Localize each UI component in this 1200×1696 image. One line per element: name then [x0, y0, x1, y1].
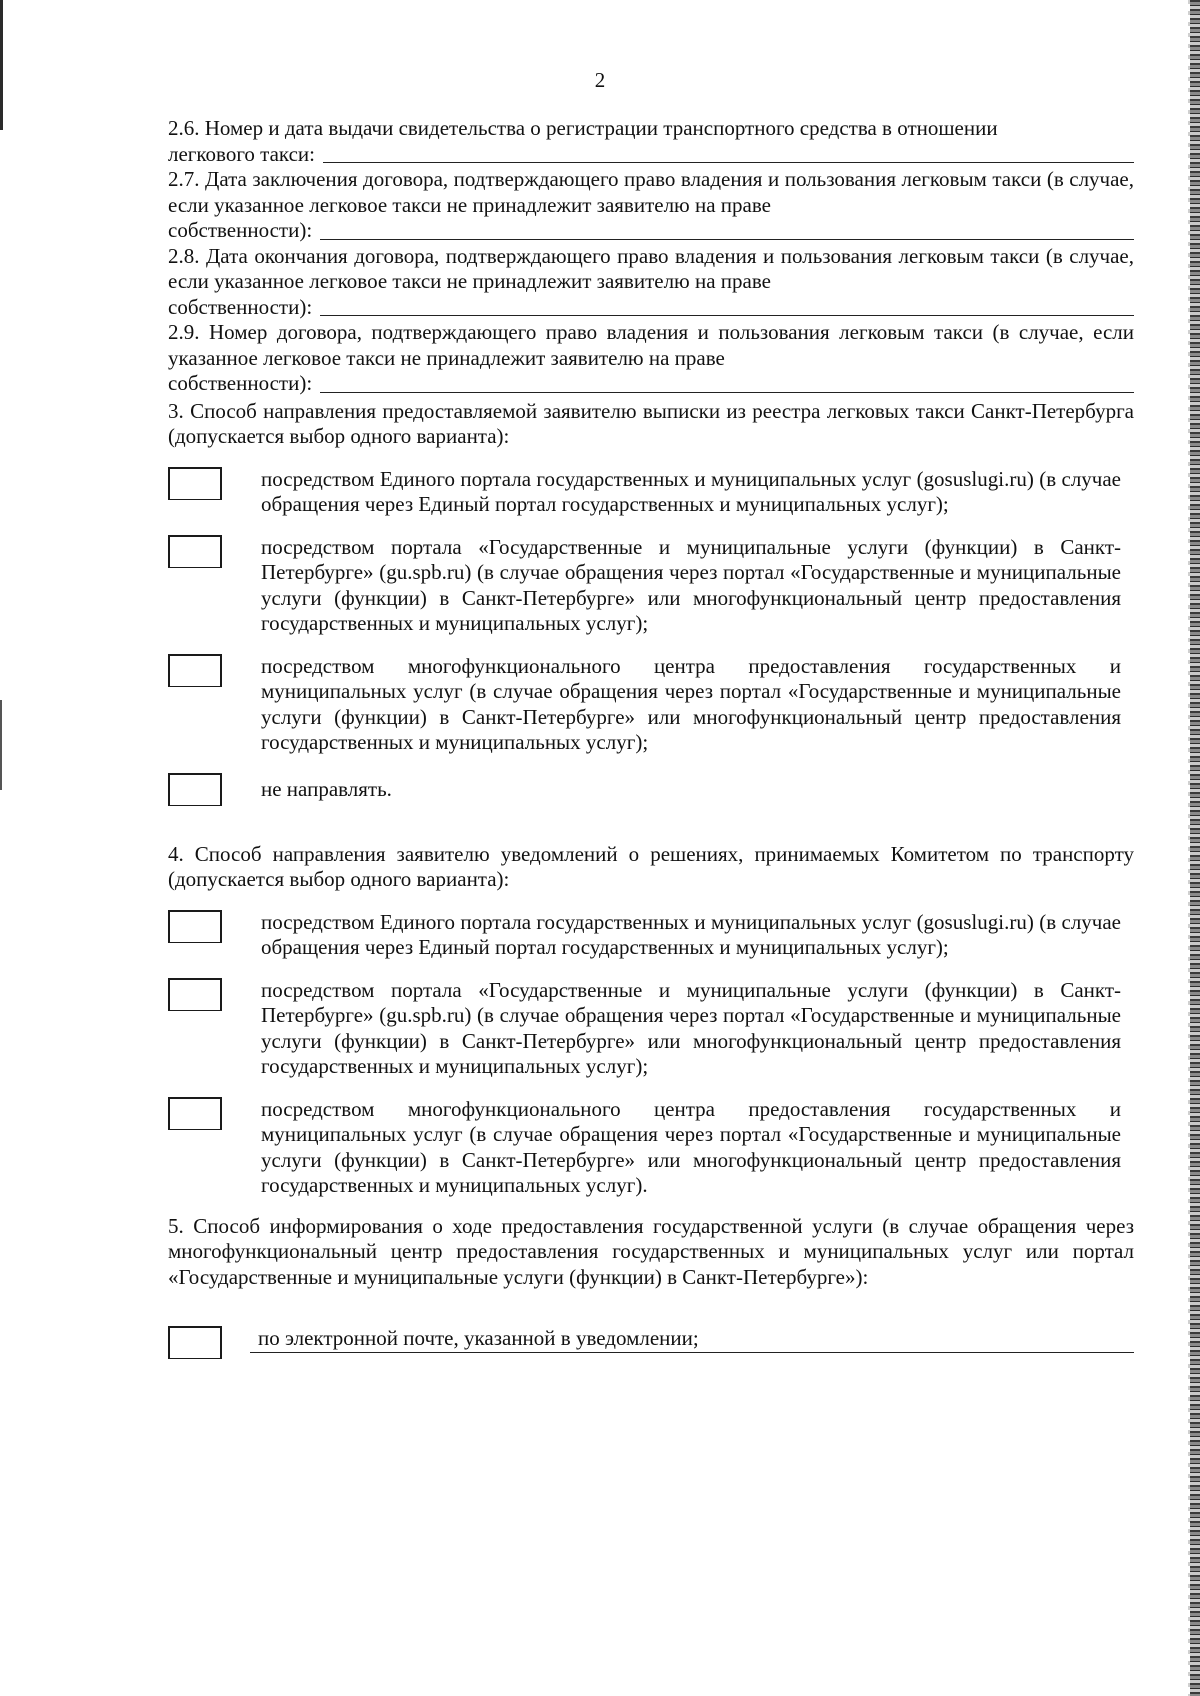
- field-2-7-input[interactable]: [320, 219, 1134, 240]
- field-2-6-line: [168, 142, 1134, 168]
- scan-artifact-left-lower: [0, 700, 2, 790]
- scan-artifact-left: [0, 0, 3, 130]
- section-3-option-1-checkbox[interactable]: [168, 467, 222, 500]
- field-2-8: [168, 244, 1134, 321]
- section-4-heading: 4. Способ направления заявителю уведомлений о решениях, принимаемых Комитетом по транспорту (допускается выбор одного варианта):: [168, 841, 1134, 891]
- section-4-option-3-checkbox[interactable]: [168, 1097, 222, 1130]
- section-5-option-1-checkbox[interactable]: [168, 1326, 222, 1359]
- section-3-option-4-checkbox[interactable]: [168, 773, 222, 806]
- section-3-heading: 3. Способ направления предоставляемой заявителю выписки из реестра легковых такси Санкт-Петербурга (допускается выбор одного варианта):: [168, 398, 1134, 448]
- field-2-8-input[interactable]: [320, 295, 1134, 316]
- section-4-option: [168, 910, 1134, 961]
- section-4-option-1-text: посредством Единого портала государственных и муниципальных услуг (gosuslugi.ru) (в случае обращения через Единый портал государственных и муниципальных услуг);: [261, 909, 1121, 959]
- scan-artifact-right: [1190, 0, 1200, 1696]
- document-body: [168, 116, 1134, 1359]
- section-4-option-2-text: посредством портала «Государственные и муниципальные услуги (функции) в Санкт-Петербурге» (gu.spb.ru) (в случае обращения через портал «Государственные и муниципальные услуги (функции) в Санкт-Петербурге» или многофункциональный центр предоставления государственных и муниципальных услуг);: [261, 977, 1121, 1078]
- field-2-9-line: [168, 371, 1134, 397]
- field-2-6-input[interactable]: [323, 142, 1134, 163]
- section-3-option: [168, 773, 1134, 806]
- section-3-option-2-checkbox[interactable]: [168, 535, 222, 568]
- section-5-option: [168, 1326, 1134, 1359]
- section-4-option: [168, 1097, 1134, 1199]
- section-4-option-2-checkbox[interactable]: [168, 978, 222, 1011]
- section-3-option-3-text: посредством многофункционального центра предоставления государственных и муниципальных услуг (в случае обращения через портал «Государственные и муниципальные услуги (функции) в Санкт-Петербурге» или многофункциональный центр предоставления государственных и муниципальных услуг);: [261, 653, 1121, 754]
- field-2-9-label: собственности):: [168, 371, 313, 395]
- field-2-7-label: собственности):: [168, 218, 313, 242]
- field-2-7-line: [168, 218, 1134, 244]
- field-2-8-label: собственности):: [168, 294, 313, 319]
- field-2-6-text: 2.6. Номер и дата выдачи свидетельства о регистрации транспортного средства в отношении: [168, 116, 998, 140]
- field-2-6: [168, 116, 1134, 167]
- section-4-option-3-text: посредством многофункционального центра предоставления государственных и муниципальных услуг (в случае обращения через портал «Государственные и муниципальные услуги (функции) в Санкт-Петербурге» или многофункциональный центр предоставления государственных и муниципальных услуг).: [261, 1096, 1121, 1197]
- section-3-option-3-checkbox[interactable]: [168, 654, 222, 687]
- field-2-6-label: легкового такси:: [168, 141, 315, 166]
- field-2-9-text: 2.9. Номер договора, подтверждающего право владения и пользования легковым такси (в случае, если указанное легковое такси не принадлежит заявителю на праве: [168, 320, 1134, 370]
- section-3-option: [168, 535, 1134, 637]
- section-5-option-1-text: по электронной почте, указанной в уведомлении;: [250, 1326, 1134, 1353]
- section-3-option-2-text: посредством портала «Государственные и муниципальные услуги (функции) в Санкт-Петербурге» (gu.spb.ru) (в случае обращения через портал «Государственные и муниципальные услуги (функции) в Санкт-Петербурге» или многофункциональный центр предоставления государственных и муниципальных услуг);: [261, 534, 1121, 635]
- section-4-option: [168, 978, 1134, 1080]
- section-3-option: [168, 467, 1134, 518]
- page-number: 2: [594, 68, 606, 92]
- field-2-9-input[interactable]: [320, 372, 1134, 393]
- section-5-heading: 5. Способ информирования о ходе предоставления государственной услуги (в случае обращения через многофункциональный центр предоставления государственных и муниципальных услуг или портал «Государственные и муниципальные услуги (функции) в Санкт-Петербурге»):: [168, 1213, 1134, 1289]
- field-2-9: [168, 320, 1134, 397]
- section-3-option-4-text: не направлять.: [261, 776, 392, 801]
- section-3-option-1-text: посредством Единого портала государственных и муниципальных услуг (gosuslugi.ru) (в случае обращения через Единый портал государственных и муниципальных услуг);: [261, 466, 1121, 516]
- field-2-7: [168, 167, 1134, 244]
- section-4-option-1-checkbox[interactable]: [168, 910, 222, 943]
- field-2-8-text: 2.8. Дата окончания договора, подтверждающего право владения и пользования легковым такси (в случае, если указанное легковое такси не принадлежит заявителю на праве: [168, 243, 1134, 293]
- field-2-7-text: 2.7. Дата заключения договора, подтверждающего право владения и пользования легковым такси (в случае, если указанное легковое такси не принадлежит заявителю на праве: [168, 167, 1134, 217]
- section-3-option: [168, 654, 1134, 756]
- field-2-8-line: [168, 295, 1134, 321]
